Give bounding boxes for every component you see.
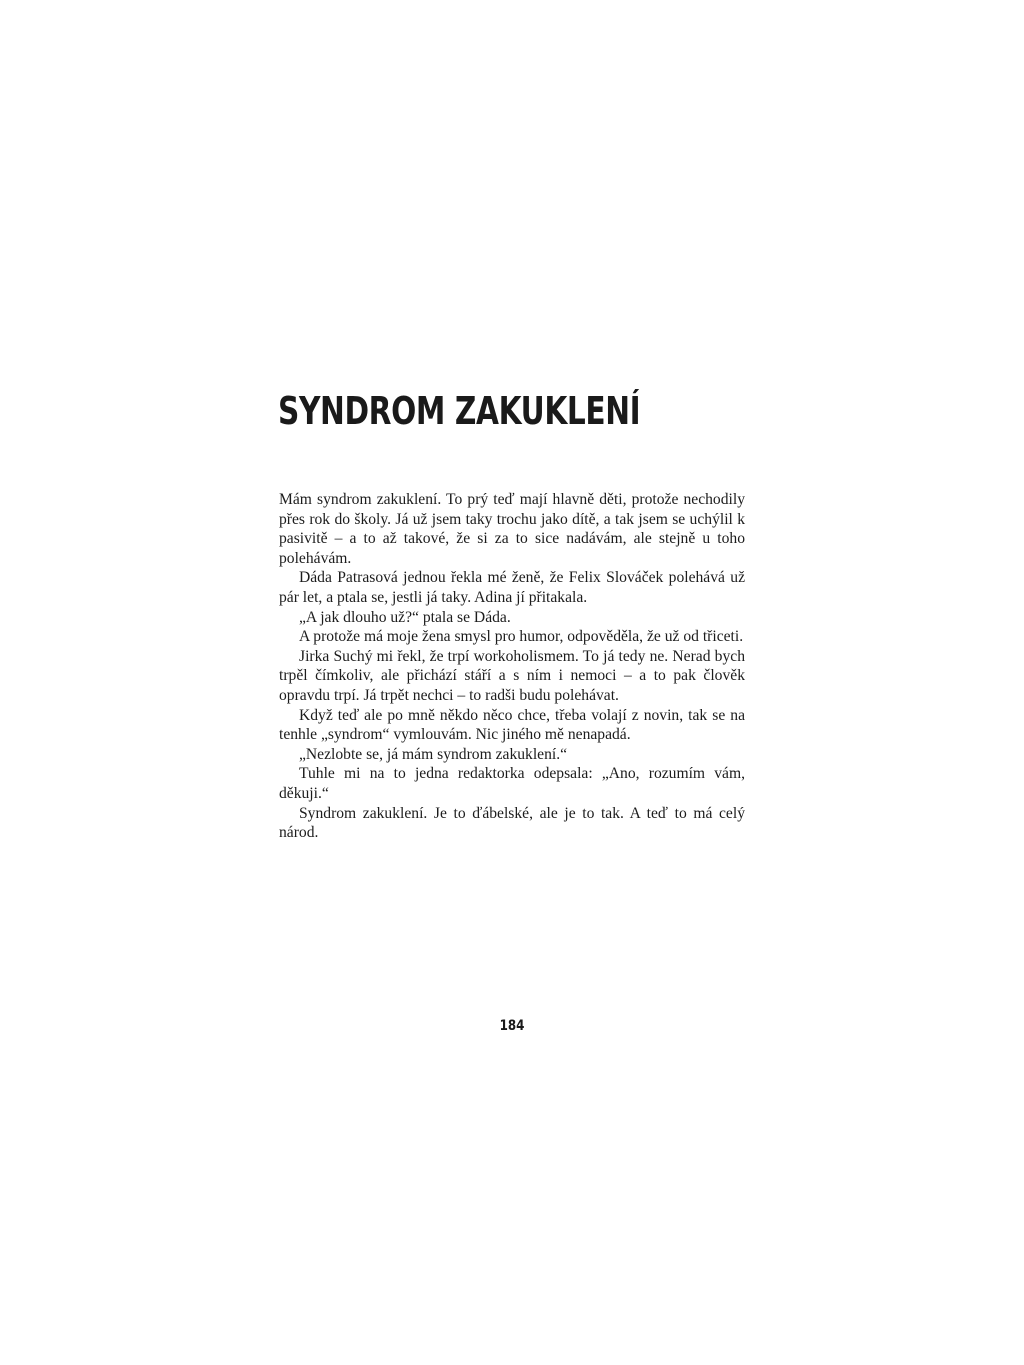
page-number: 184 [499,1018,525,1034]
paragraph: A protože má moje žena smysl pro humor, odpověděla, že už od třiceti. [299,628,744,646]
paragraph: Syndrom zakuklení. Je to ďábelské, ale je to tak. A teď to má celý národ. [279,804,745,842]
paragraph: „Nezlobte se, já mám syndrom zakuklení.“ [299,745,568,763]
paragraph: „A jak dlouho už?“ ptala se Dáda. [299,608,511,626]
chapter-body [279,490,745,843]
paragraph: Tuhle mi na to jedna redaktorka odepsala: „Ano, rozumím vám, děkuji.“ [279,765,745,802]
paragraph: Když teď ale po mně někdo něco chce, třeba volají z novin, tak se na tenhle „syndrom“ vymlouvám. Nic jiného mě nenapadá. [279,706,745,744]
paragraph: Mám syndrom zakuklení. To prý teď mají hlavně děti, protože nechodily přes rok do školy. Já už jsem taky trochu jako dítě, a tak jsem se uchýlil k pasivitě – a to až takové, že si za to sice nadávám, ale stejně u toho polehávám. [279,491,745,567]
paragraph: Jirka Suchý mi řekl, že trpí workoholismem. To já tedy ne. Nerad bych trpěl čímkoliv, ale přichází stáří a s ním i nemoci – a to pak člověk opravdu trpí. Já trpět nechci – to radši budu polehávat. [279,647,745,704]
chapter-title: SYNDROM ZAKUKLENÍ [278,389,641,433]
paragraph: Dáda Patrasová jednou řekla mé ženě, že Felix Slováček polehává už pár let, a ptala se, jestli já taky. Adina jí přitakala. [279,569,745,606]
